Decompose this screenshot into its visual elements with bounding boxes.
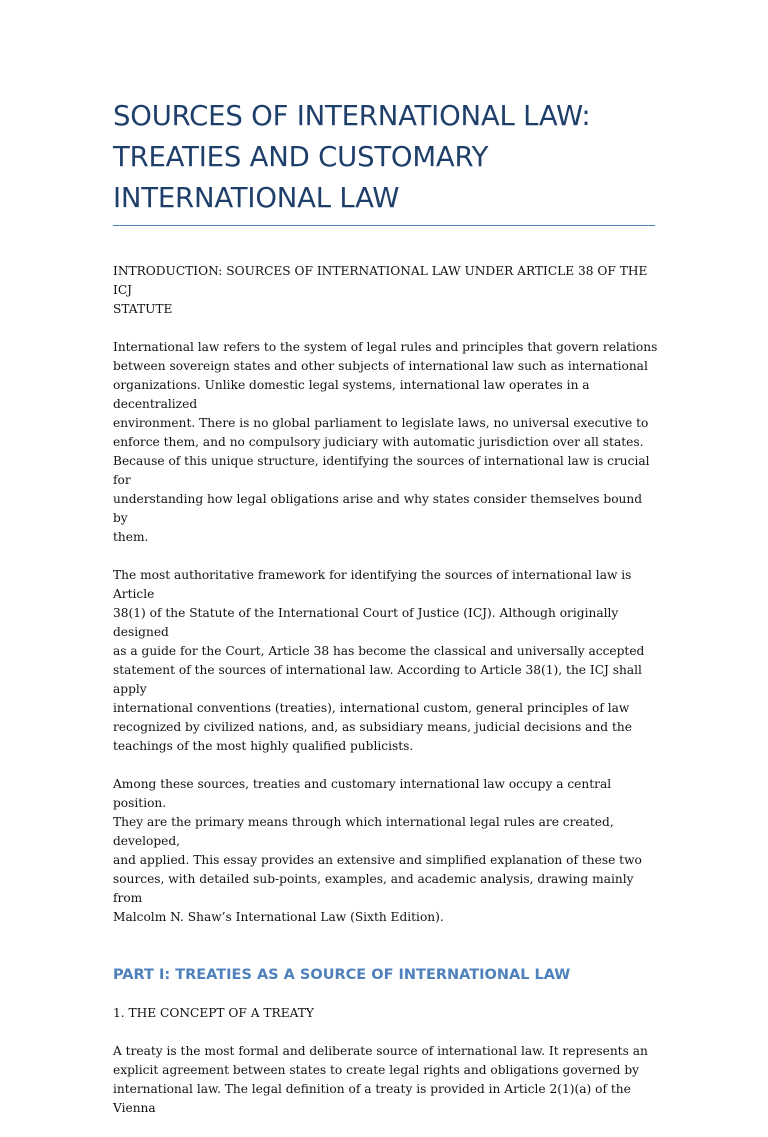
paragraph: Among these sources, treaties and customary international law occupy a central position. They are the primary means through which international legal rules are created, developed, and applied. This essay provides an extensive and simplified explanation of these two sources, with detailed sub-points, examples, and academic analysis, drawing mainly from Malcolm N. Shaw’s International Law (Sixth Edition). [113, 777, 642, 924]
paragraph: A treaty is the most formal and deliberate source of international law. It represents an explicit agreement between states to create legal rights and obligations governed by international law. The legal definition of a treaty is provided in Article 2(1)(a) of the Vienna [113, 1044, 648, 1115]
paragraph: International law refers to the system of legal rules and principles that govern relations between sovereign states and other subjects of international law such as international organizations. Unlike domestic legal systems, international law operates in a decentralized environment. There is no global parliament to legislate laws, no universal executive to enforce them, and no compulsory judiciary with automatic jurisdiction over all states. Because of this unique structure, identifying the sources of international law is crucial for understanding how legal obligations arise and why states consider themselves bound by them. [113, 340, 658, 544]
subsection-heading: 1. THE CONCEPT OF A TREATY [113, 1006, 314, 1020]
paragraph: The most authoritative framework for identifying the sources of international law is Article 38(1) of the Statute of the International Court of Justice (ICJ). Although originally designed as a guide for the Court, Article 38 has become the classical and universally accepted statement of the sources of international law. According to Article 38(1), the ICJ shall apply international conventions (treaties), international custom, general principles of law recognized by civilized nations, and, as subsidiary means, judicial decisions and the teachings of the most highly qualified publicists. [113, 568, 645, 753]
introduction-heading: INTRODUCTION: SOURCES OF INTERNATIONAL LAW UNDER ARTICLE 38 OF THE ICJ STATUTE [113, 264, 648, 316]
document-content [113, 96, 658, 1137]
document-title: SOURCES OF INTERNATIONAL LAW: TREATIES AND CUSTOMARY INTERNATIONAL LAW [113, 100, 591, 214]
part-heading: PART I: TREATIES AS A SOURCE OF INTERNATIONAL LAW [113, 967, 571, 983]
title-divider [113, 225, 655, 226]
